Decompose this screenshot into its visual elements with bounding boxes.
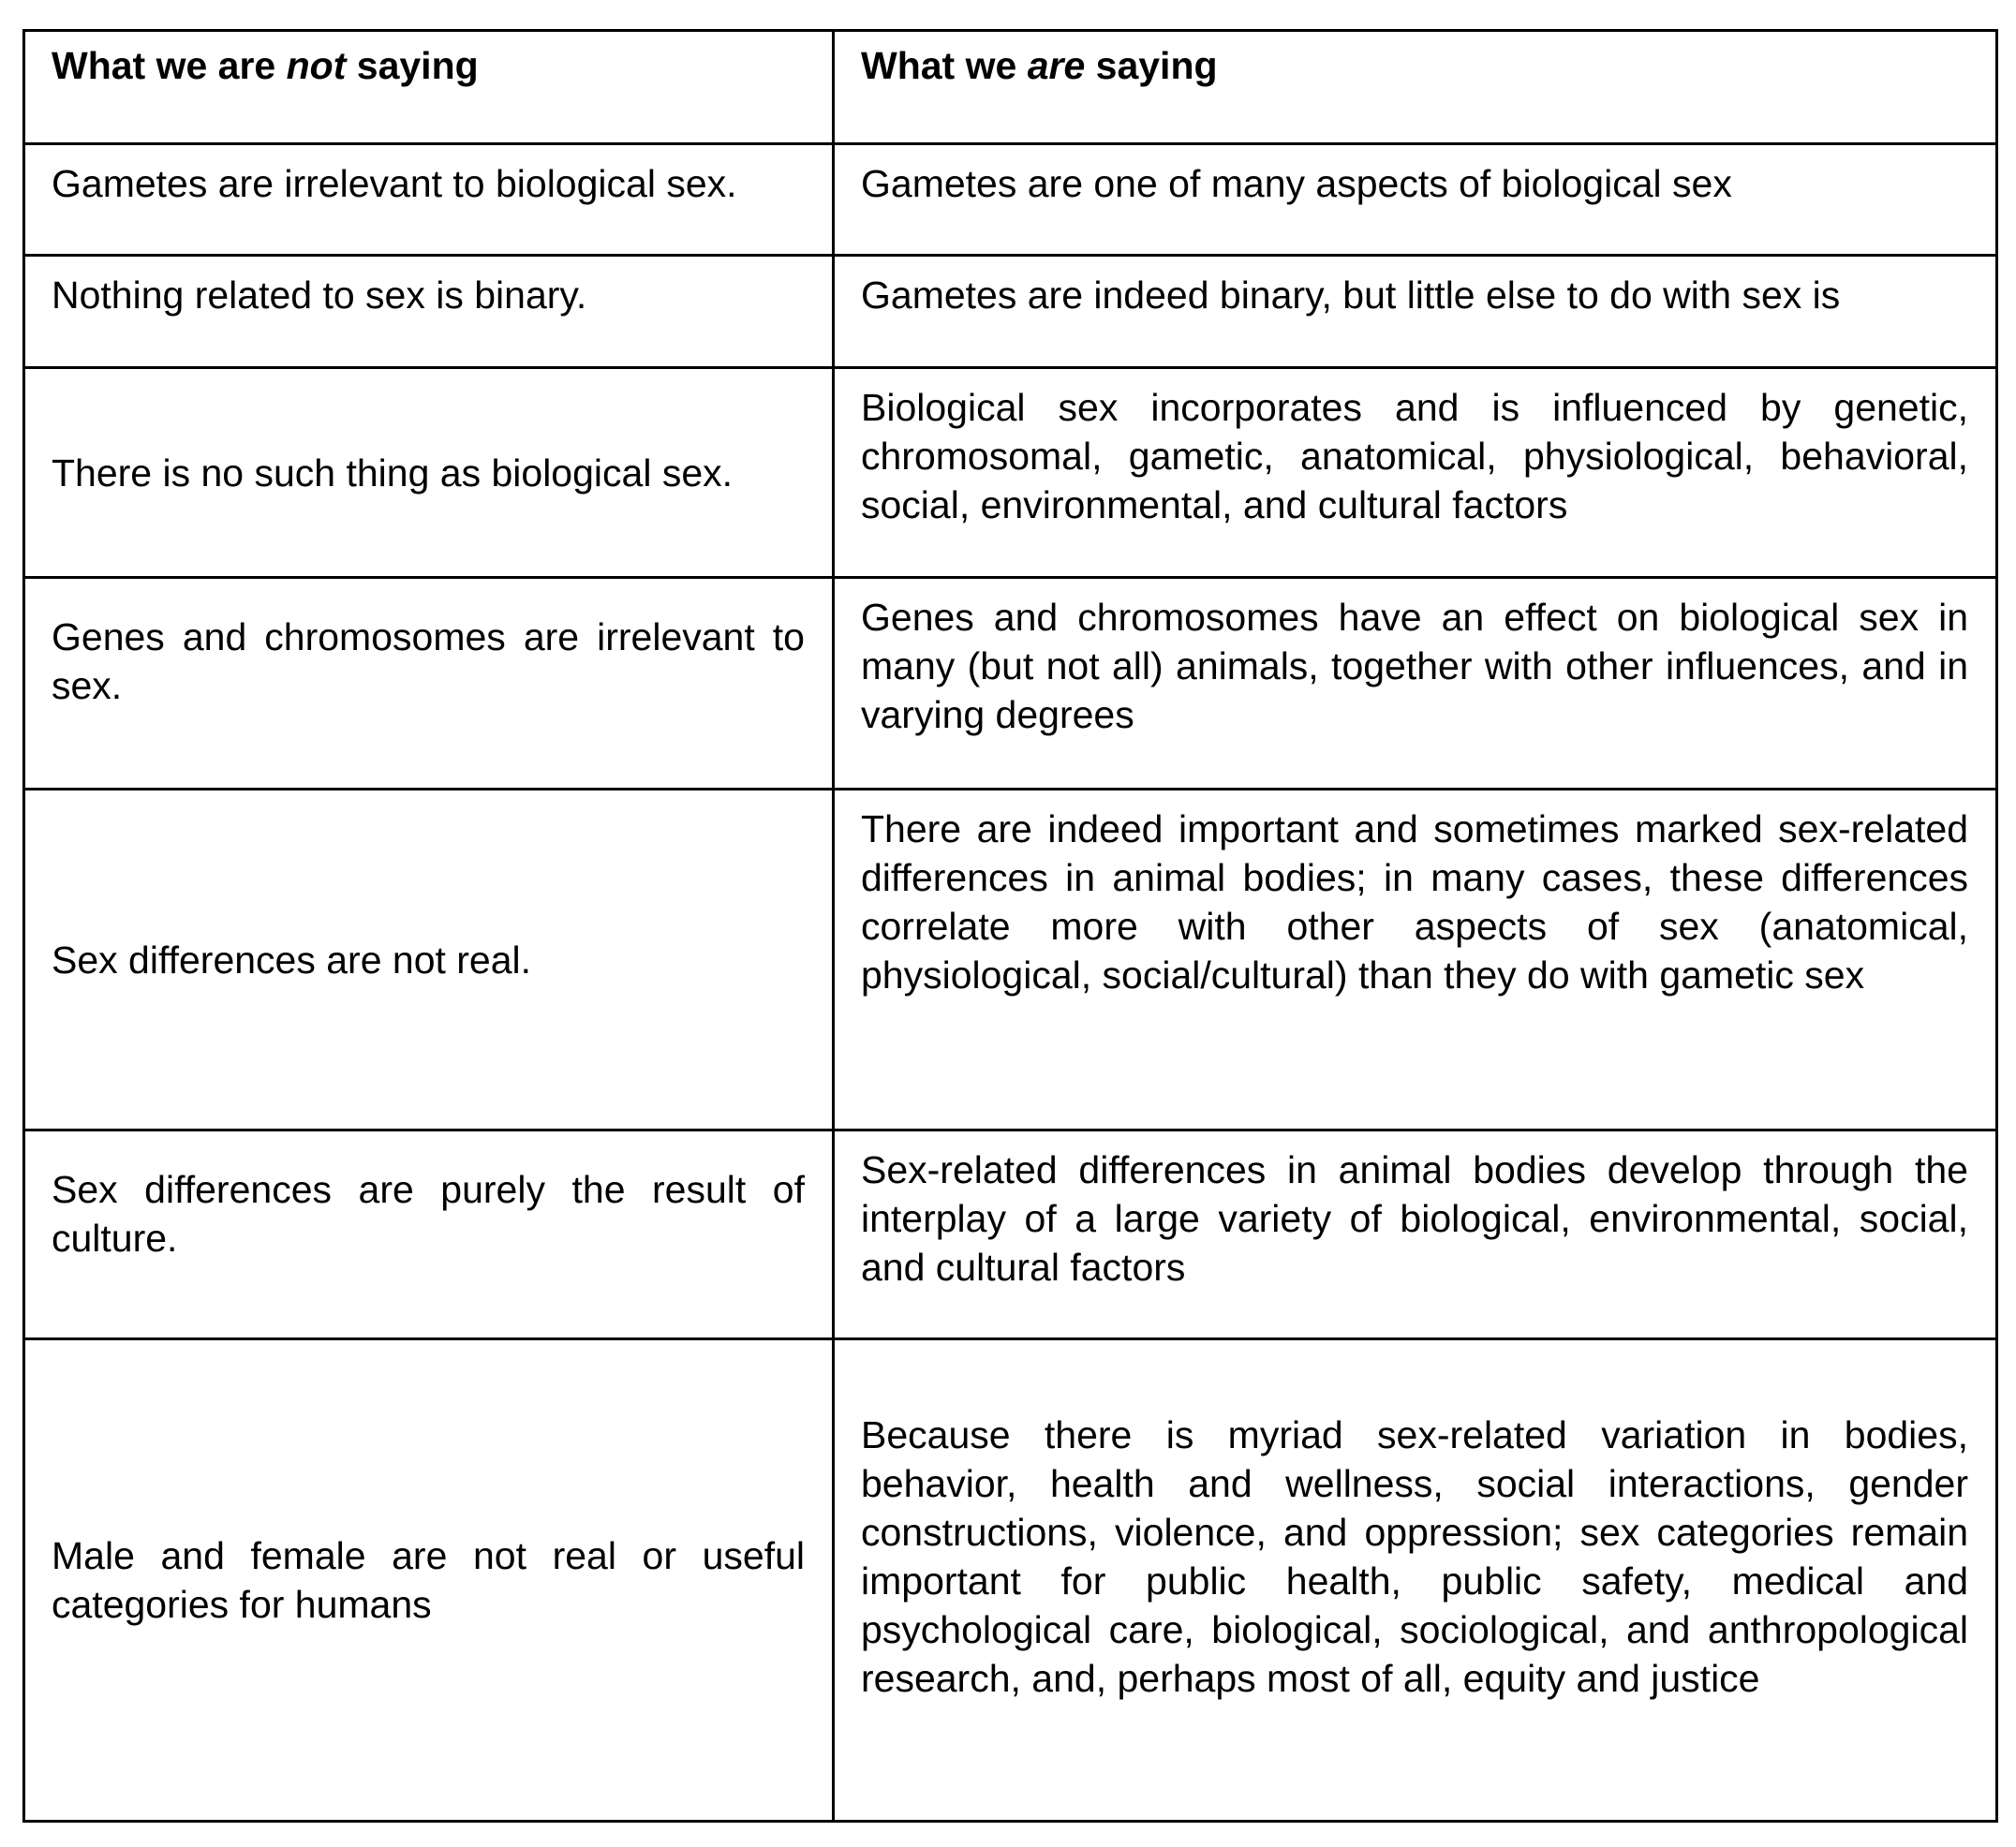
are-saying-cell: Genes and chromosomes have an effect on biological sex in many (but not all) animals, together with other influences, and in varying degrees <box>834 578 1997 790</box>
table-header-row <box>24 31 1997 144</box>
table-row <box>24 790 1997 1130</box>
are-saying-cell: Gametes are indeed binary, but little else to do with sex is <box>834 256 1997 368</box>
not-saying-cell: Male and female are not real or useful categories for humans <box>24 1339 834 1822</box>
comparison-table <box>22 29 1998 1823</box>
are-saying-cell: There are indeed important and sometimes marked sex-related differences in animal bodies; in many cases, these differences correlate more with other aspects of sex (anatomical, physiological, social/cultural) than they do with gametic sex <box>834 790 1997 1130</box>
are-saying-cell: Gametes are one of many aspects of biological sex <box>834 144 1997 256</box>
table-row <box>24 1339 1997 1822</box>
are-saying-cell: Sex-related differences in animal bodies develop through the interplay of a large variety of biological, environmental, social, and cultural factors <box>834 1130 1997 1339</box>
table-row <box>24 256 1997 368</box>
are-saying-cell: Biological sex incorporates and is influenced by genetic, chromosomal, gametic, anatomical, physiological, behavioral, social, environmental, and cultural factors <box>834 368 1997 578</box>
not-saying-cell: Gametes are irrelevant to biological sex. <box>24 144 834 256</box>
table-row <box>24 1130 1997 1339</box>
not-saying-cell: Sex differences are not real. <box>24 790 834 1130</box>
header-not-saying: What we are not saying <box>24 31 834 144</box>
table-row <box>24 144 1997 256</box>
not-saying-cell: There is no such thing as biological sex. <box>24 368 834 578</box>
header-are-saying: What we are saying <box>834 31 1997 144</box>
are-saying-cell: Because there is myriad sex-related variation in bodies, behavior, health and wellness, social interactions, gender constructions, violence, and oppression; sex categories remain important for public health, public safety, medical and psychological care, biological, sociological, and anthropological research, and, perhaps most of all, equity and justice <box>834 1339 1997 1822</box>
not-saying-cell: Nothing related to sex is binary. <box>24 256 834 368</box>
table-row <box>24 368 1997 578</box>
table-row <box>24 578 1997 790</box>
not-saying-cell: Sex differences are purely the result of culture. <box>24 1130 834 1339</box>
not-saying-cell: Genes and chromosomes are irrelevant to sex. <box>24 578 834 790</box>
